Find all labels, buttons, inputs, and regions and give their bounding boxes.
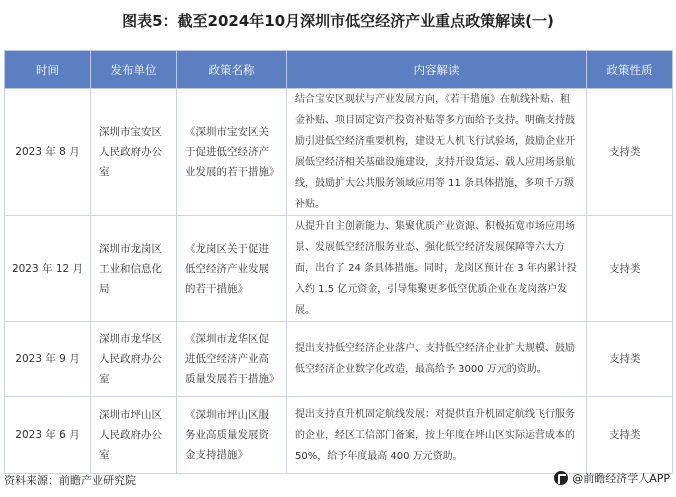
- cell-name: 《深圳市龙华区促进低空经济产业高质量发展若干措施》: [177, 322, 287, 397]
- cell-time: 2023 年 6 月: [5, 397, 91, 474]
- cell-unit: 深圳市坪山区人民政府办公室: [91, 397, 177, 474]
- header-unit: 发布单位: [91, 51, 177, 89]
- cell-name: 《龙岗区关于促进低空经济产业发展的若干措施》: [177, 216, 287, 322]
- header-nature: 政策性质: [587, 51, 673, 89]
- cell-time: 2023 年 12 月: [5, 216, 91, 322]
- table-row: [5, 89, 673, 216]
- header-time: 时间: [5, 51, 91, 89]
- cell-name: 《深圳市宝安区关于促进低空经济产业发展的若干措施》: [177, 89, 287, 216]
- brand-label: @前瞻经济学人APP: [572, 472, 670, 485]
- cell-nature: 支持类: [587, 397, 673, 474]
- page-title: 图表5：截至2024年10月深圳市低空经济产业重点政策解读(一): [122, 12, 554, 30]
- cell-name: 《深圳市坪山区服务业高质量发展资金支持措施》: [177, 397, 287, 474]
- cell-content: 从提升自主创新能力、集聚优质产业资源、积极拓宽市场应用场景、发展低空经济服务业态、强化低空经济发展保障等六大方面，出台了 24 条具体措施。同时，龙岗区预计在 3 年内累计投入约 1.5 亿元资金，引导集聚更多低空优质企业在龙岗落户发展。: [287, 216, 587, 322]
- policy-table: [4, 50, 673, 474]
- cell-unit: 深圳市龙华区人民政府办公室: [91, 322, 177, 397]
- cell-content: 提出支持直升机固定航线发展：对提供直升机固定航线飞行服务的企业，经区工信部门备案，按上年度在坪山区实际运营成本的 50%，给予年度最高 400 万元资助。: [287, 397, 587, 474]
- cell-nature: 支持类: [587, 89, 673, 216]
- source-note: 资料来源：前瞻产业研究院: [4, 474, 136, 487]
- header-name: 政策名称: [177, 51, 287, 89]
- cell-time: 2023 年 9 月: [5, 322, 91, 397]
- brand-credit: [554, 470, 670, 486]
- table-row: [5, 216, 673, 322]
- cell-time: 2023 年 8 月: [5, 89, 91, 216]
- cell-unit: 深圳市宝安区人民政府办公室: [91, 89, 177, 216]
- cell-content: 提出支持低空经济企业落户、支持低空经济企业扩大规模、鼓励低空经济企业数字化改造，最高给予 3000 万元的资助。: [287, 322, 587, 397]
- table-row: [5, 322, 673, 397]
- cell-nature: 支持类: [587, 216, 673, 322]
- cell-nature: 支持类: [587, 322, 673, 397]
- cell-content: 结合宝安区现状与产业发展方向，《若干措施》在航线补贴、租金补贴、项目固定资产投资补贴等多方面给予支持。明确支持鼓励引进低空经济重要机构，建设无人机飞行试验场，鼓励企业开展低空经济相关基础设施建设，支持开设货运、载人应用场景航线，鼓励扩大公共服务领域应用等 11 条具体措施，多项千万级补贴。: [287, 89, 587, 216]
- table-header-row: [5, 51, 673, 89]
- qianzhan-logo-icon: [554, 471, 568, 485]
- table-row: [5, 397, 673, 474]
- header-content: 内容解读: [287, 51, 587, 89]
- cell-unit: 深圳市龙岗区工业和信息化局: [91, 216, 177, 322]
